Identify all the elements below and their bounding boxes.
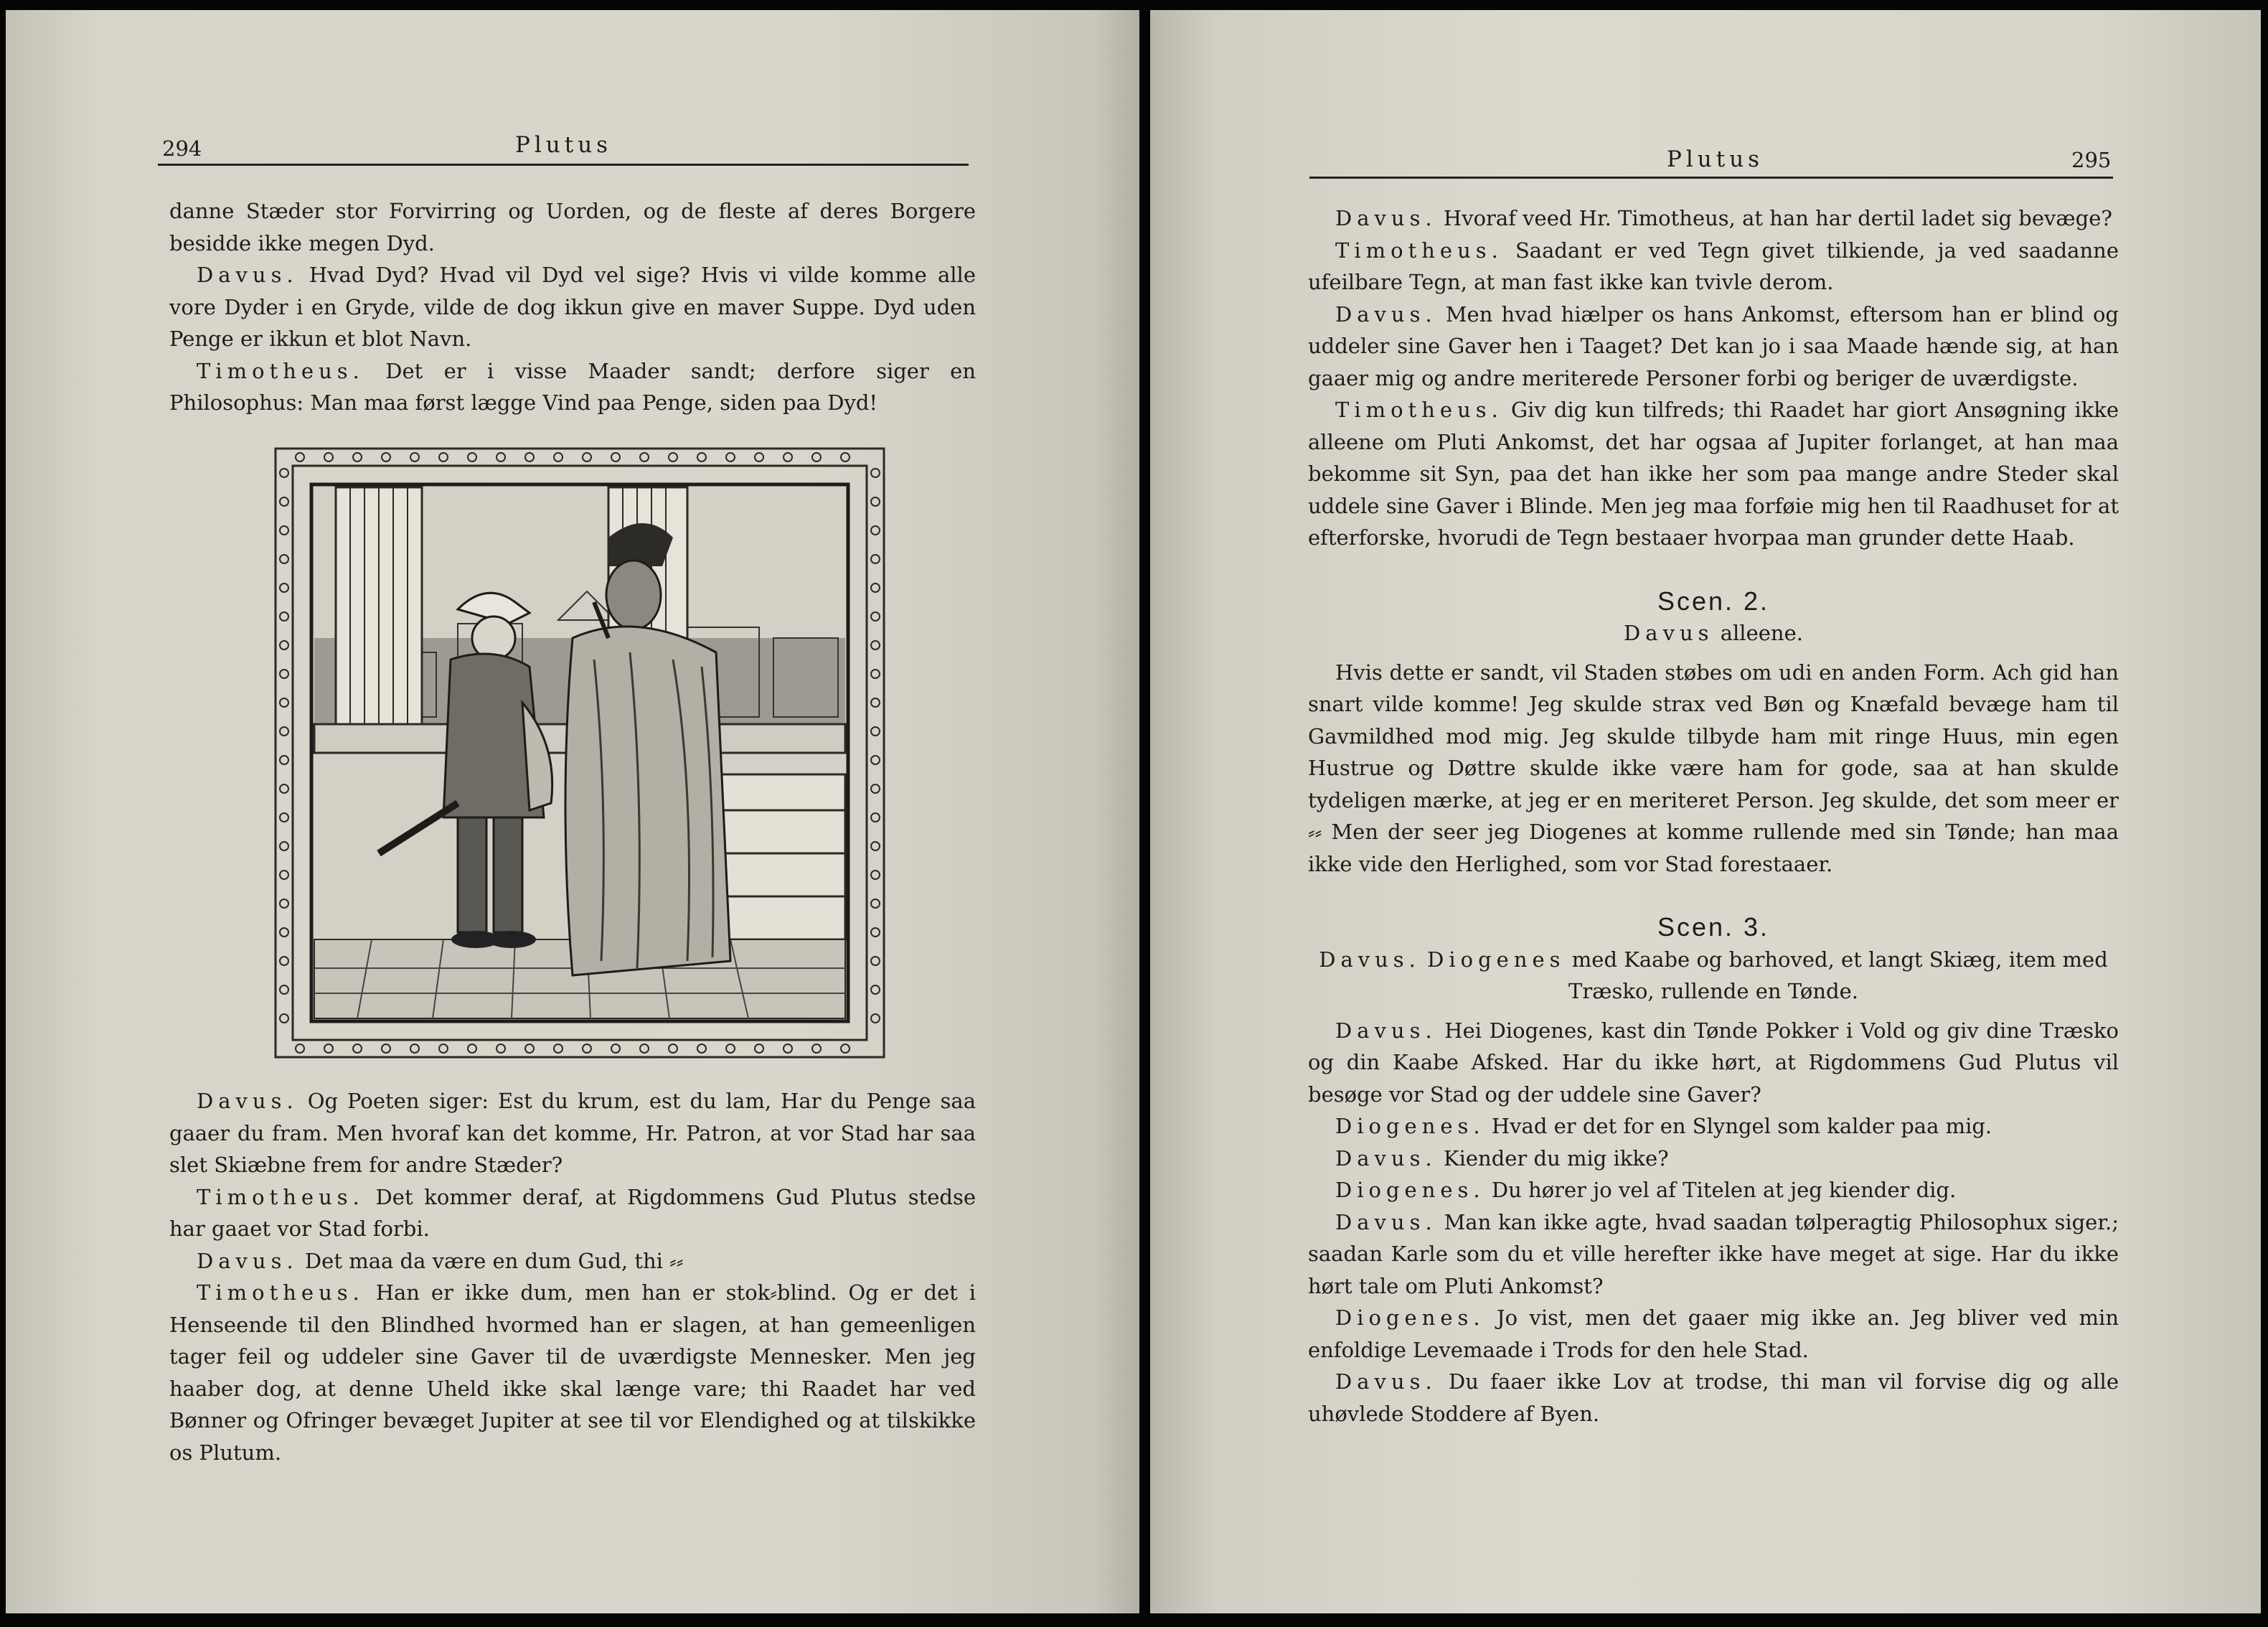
- ornament-leaf: [382, 453, 390, 461]
- ornament-leaf: [280, 957, 288, 965]
- ornament-leaf: [280, 583, 288, 592]
- ornament-leaf: [280, 641, 288, 650]
- ornament-leaf: [280, 612, 288, 621]
- ornament-leaf: [410, 453, 419, 461]
- ornament-leaf: [497, 1044, 505, 1053]
- ornament-leaf: [280, 1014, 288, 1023]
- ornament-leaf: [871, 727, 880, 736]
- ornament-leaf: [280, 871, 288, 879]
- ornament-leaf: [296, 453, 304, 461]
- ornament-leaf: [784, 453, 792, 461]
- scene-2-subtitle: Davus alleene.: [1624, 621, 1803, 645]
- ornament-leaf: [841, 1044, 850, 1053]
- paragraph: Davus. Og Poeten siger: Est du krum, est du lam, Har du Penge saa gaaer du fram. Men hvoraf kan det komme, Hr. Patron, at vor Stad har saa slet Skiæbne frem for andre Stæder?: [169, 1089, 976, 1177]
- paragraph: Davus. Men hvad hiælper os hans Ankomst, eftersom han er blind og uddeler sine Gaver hen i Taaget? Det kan jo i saa Maade hænde sig, at han gaaer mig og andre meriterede Personer forbi og beriger de uværdigste.: [1308, 301, 2119, 390]
- paragraph: Davus. Hei Diogenes, kast din Tønde Pokker i Vold og giv dine Træsko og din Kaabe Afsked. Har du ikke hørt, at Rigdommens Gud Plutus vil besøge vor Stad og der uddele sine Gaver?: [1308, 1018, 2119, 1107]
- ornament-leaf: [554, 1044, 563, 1053]
- ornament-leaf: [755, 1044, 763, 1053]
- paragraph: Diogenes. Hvad er det for en Slyngel som kalder paa mig.: [1335, 1114, 1992, 1138]
- ornament-leaf: [841, 453, 850, 461]
- ornament-leaf: [669, 1044, 677, 1053]
- ornament-leaf: [280, 670, 288, 678]
- paragraph: Timotheus. Saadant er ved Tegn givet tilkiende, ja ved saadanne ufeilbare Tegn, at man fast ikke kan tvivle derom.: [1308, 238, 2119, 294]
- speaker-name: Davus.: [197, 1089, 298, 1113]
- running-head: Plutus: [515, 132, 613, 158]
- ornament-leaf: [871, 641, 880, 650]
- ornament-leaf: [280, 497, 288, 506]
- paragraph: Timotheus. Det er i visse Maader sandt; derfore siger en Philosophus: Man maa først lægge Vind paa Penge, siden paa Dyd!: [169, 358, 976, 415]
- ornament-leaf: [280, 899, 288, 908]
- ornament-leaf: [324, 453, 333, 461]
- ornament-leaf: [280, 698, 288, 707]
- ornament-leaf: [497, 453, 505, 461]
- ornament-leaf: [280, 985, 288, 994]
- scene-3-subtitle: Davus. Diogenes med Kaabe og barhoved, et langt Skiæg, item med Træsko, rullende en Tønde.: [1319, 947, 2108, 1003]
- ornament-leaf: [871, 842, 880, 850]
- paragraph: Davus. Kiender du mig ikke?: [1335, 1145, 1669, 1171]
- paragraph: Diogenes. Du hører jo vel af Titelen at jeg kiender dig.: [1335, 1178, 1957, 1202]
- scene-3-title: Scen. 3.: [1657, 912, 1770, 942]
- ornament-leaf: [871, 756, 880, 764]
- text-block-bottom: [169, 1085, 976, 1468]
- speaker-name: Davus.: [197, 1248, 298, 1273]
- ornament-leaf: [468, 453, 476, 461]
- ornament-leaf: [871, 813, 880, 822]
- ornament-leaf: [554, 453, 563, 461]
- speaker-name: Timotheus.: [197, 1184, 364, 1209]
- speaker-name: Davus.: [1335, 1018, 1437, 1043]
- paragraph: Diogenes. Jo vist, men det gaaer mig ikke an. Jeg bliver ved min enfoldige Levemaade i Trods for den hele Stad.: [1308, 1305, 2119, 1362]
- illustration-drawing: [271, 444, 888, 1061]
- ornament-leaf: [280, 555, 288, 563]
- ornament-leaf: [812, 1044, 821, 1053]
- ornament-leaf: [640, 453, 649, 461]
- speaker-name: Timotheus.: [1335, 398, 1503, 422]
- ornament-leaf: [784, 1044, 792, 1053]
- ornament-leaf: [611, 1044, 620, 1053]
- ornament-leaf: [871, 526, 880, 535]
- ornament-leaf: [439, 453, 448, 461]
- ornament-leaf: [280, 842, 288, 850]
- ornament-leaf: [280, 756, 288, 764]
- ornament-leaf: [871, 957, 880, 965]
- ornament-leaf: [410, 1044, 419, 1053]
- ornament-leaf: [280, 526, 288, 535]
- ornament-leaf: [755, 453, 763, 461]
- speaker-name: Davus.: [1335, 1369, 1437, 1394]
- page-number: 294: [162, 136, 202, 161]
- running-head: Plutus: [1667, 146, 1764, 172]
- speaker-name: Davus.: [1335, 206, 1437, 230]
- ornament-leaf: [280, 928, 288, 937]
- ornament-leaf: [382, 1044, 390, 1053]
- ornament-leaf: [280, 469, 288, 477]
- ornament-leaf: [871, 469, 880, 477]
- ornament-leaf: [812, 453, 821, 461]
- paragraph: Davus. Du faaer ikke Lov at trodse, thi man vil forvise dig og alle uhøvlede Stoddere af Byen.: [1308, 1369, 2119, 1426]
- page-number: 295: [2071, 148, 2112, 172]
- paragraph: Timotheus. Giv dig kun tilfreds; thi Raadet har giort Ansøgning ikke alleene om Pluti Ankomst, det har ogsaa af Jupiter forlanget, at han maa bekomme sit Syn, paa det han ikke her som paa mange andre Steder skal uddele sine Gaver i Blinde. Men jeg maa forføie mig hen til Raadhuset for at efterforske, hvorudi de Tegn bestaaer hvorpaa man grunder dette Haab.: [1308, 398, 2119, 550]
- ornament-leaf: [324, 1044, 333, 1053]
- ornament-leaf: [871, 899, 880, 908]
- ornament-leaf: [296, 1044, 304, 1053]
- paragraph: Davus. Man kan ikke agte, hvad saadan tølperagtig Philosophux siger.; saadan Karle som du et ville herefter ikke have meget at sige. Har du ikke hørt tale om Pluti Ankomst?: [1308, 1209, 2119, 1298]
- right-page: [1150, 10, 2261, 1613]
- ornament-leaf: [353, 1044, 362, 1053]
- ornament-leaf: [871, 1014, 880, 1023]
- ornament-leaf: [871, 583, 880, 592]
- ornament-leaf: [871, 928, 880, 937]
- ornament-leaf: [525, 453, 534, 461]
- ornament-leaf: [697, 453, 706, 461]
- speaker-name: Diogenes.: [1335, 1114, 1485, 1138]
- speaker-name: Timotheus.: [1335, 238, 1503, 263]
- paragraph: danne Stæder stor Forvirring og Uorden, og de fleste af deres Borgere besidde ikke megen Dyd.: [169, 199, 976, 255]
- ornament-leaf: [439, 1044, 448, 1053]
- text-block-top: [169, 195, 976, 419]
- ornament-leaf: [611, 453, 620, 461]
- text-block-right: [1308, 202, 2119, 1430]
- speaker-name: Davus.: [1335, 1209, 1437, 1234]
- ornament-leaf: [871, 871, 880, 879]
- paragraph: Hvis dette er sandt, vil Staden støbes om udi en anden Form. Ach gid han snart vilde komme! Jeg skulde strax ved Bøn og Knæfald bevæge ham til Gavmildhed mod mig. Jeg skulde tilbyde ham mit ringe Huus, min egen Hustrue og Døttre skulde ikke være ham for gode, saa at han skulde tydeligen mærke, at jeg er en meriteret Person. Jeg skulde, det som meer er ⸗⸗ Men der seer jeg Diogenes at komme rullende med sin Tønde; han maa ikke vide den Herlighed, som vor Stad forestaaer.: [1308, 660, 2119, 876]
- paragraph: Timotheus. Han er ikke dum, men han er stok⸗blind. Og er det i Henseende til den Blindhed hvormed han er slagen, at han gemeenligen tager feil og uddeler sine Gaver til de uværdigste Mennesker. Men jeg haaber dog, at denne Uheld ikke skal længe vare; thi Raadet har ved Bønner og Ofringer bevæget Jupiter at see til vor Elendighed og at tilskikke os Plutum.: [169, 1280, 976, 1465]
- header-rule: [158, 164, 969, 166]
- illustration: [271, 444, 888, 1061]
- speaker-name: Davus.: [1335, 1145, 1437, 1171]
- paragraph: Davus. Hvad Dyd? Hvad vil Dyd vel sige? Hvis vi vilde komme alle vore Dyder i en Gryde, vilde de dog ikkun give en maver Suppe. Dyd uden Penge er ikkun et blot Navn.: [169, 263, 976, 351]
- paragraph: Davus. Det maa da være en dum Gud, thi ⸗⸗: [197, 1248, 684, 1273]
- paragraph: Timotheus. Det kommer deraf, at Rigdommens Gud Plutus stedse har gaaet vor Stad forbi.: [169, 1184, 976, 1241]
- speaker-name: Davus.: [1335, 301, 1437, 327]
- speaker-name: Timotheus.: [197, 358, 364, 383]
- ornament-leaf: [583, 1044, 591, 1053]
- speaker-name: Davus.: [197, 263, 298, 287]
- speaker-name: Diogenes.: [1335, 1305, 1485, 1330]
- ornament-leaf: [525, 1044, 534, 1053]
- ornament-leaf: [871, 497, 880, 506]
- left-page: [6, 10, 1139, 1613]
- ornament-leaf: [583, 453, 591, 461]
- ornament-leaf: [871, 670, 880, 678]
- ornament-leaf: [871, 698, 880, 707]
- ornament-leaf: [871, 612, 880, 621]
- ornament-leaf: [280, 727, 288, 736]
- ornament-leaf: [280, 784, 288, 793]
- ornament-leaf: [669, 453, 677, 461]
- ornament-leaf: [726, 453, 735, 461]
- ornament-leaf: [871, 555, 880, 563]
- ornament-leaf: [871, 985, 880, 994]
- ornament-leaf: [871, 784, 880, 793]
- ornament-leaf: [640, 1044, 649, 1053]
- scene-2-title: Scen. 2.: [1657, 586, 1770, 616]
- ornament-leaf: [280, 813, 288, 822]
- ornament-leaf: [353, 453, 362, 461]
- ornament-leaf: [697, 1044, 706, 1053]
- ornament-leaf: [726, 1044, 735, 1053]
- paragraph: Davus. Hvoraf veed Hr. Timotheus, at han har dertil ladet sig bevæge?: [1335, 206, 2112, 230]
- header-rule: [1309, 177, 2113, 179]
- ornament-leaf: [468, 1044, 476, 1053]
- speaker-name: Diogenes.: [1335, 1178, 1485, 1202]
- speaker-name: Timotheus.: [197, 1280, 364, 1305]
